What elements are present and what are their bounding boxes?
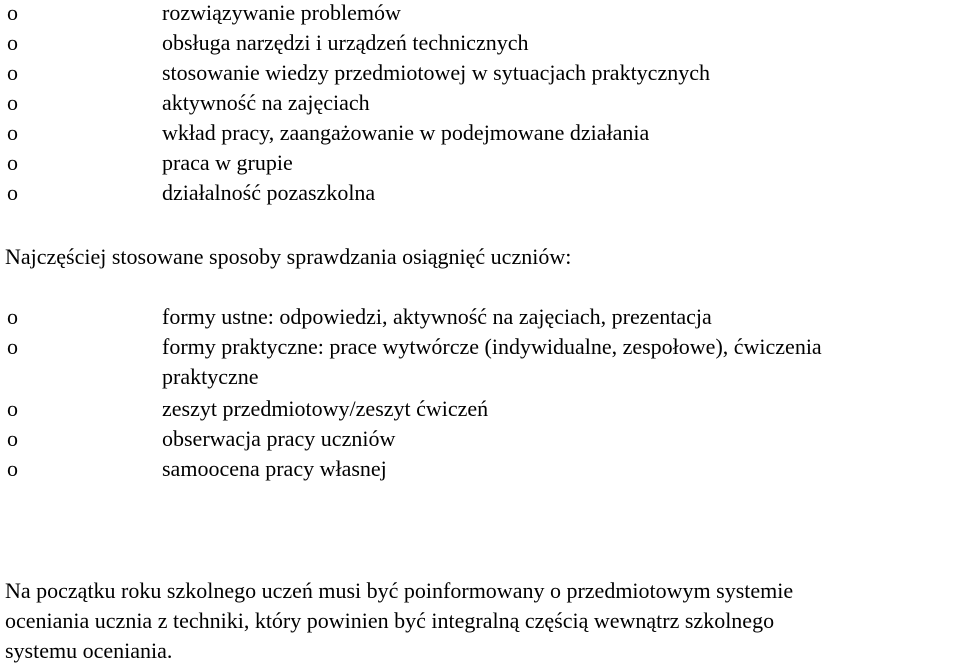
list-item-text: zeszyt przedmiotowy/zeszyt ćwiczeń: [162, 396, 489, 421]
bullet-icon: o: [7, 334, 18, 359]
list-item-text: praktyczne: [162, 364, 259, 389]
bullet-icon: o: [7, 304, 18, 329]
section-heading: Najczęściej stosowane sposoby sprawdzania osiągnięć uczniów:: [5, 244, 572, 269]
bullet-icon: o: [7, 90, 18, 115]
bullet-icon: o: [7, 30, 18, 55]
list-item-text: formy praktyczne: prace wytwórcze (indywidualne, zespołowe), ćwiczenia: [162, 334, 822, 359]
list-item-text: obserwacja pracy uczniów: [162, 426, 396, 451]
closing-paragraph-line: systemu oceniania.: [5, 638, 173, 663]
bullet-icon: o: [7, 60, 18, 85]
list-item-text: wkład pracy, zaangażowanie w podejmowane działania: [162, 120, 650, 145]
bullet-icon: o: [7, 396, 18, 421]
bullet-icon: o: [7, 426, 18, 451]
bullet-icon: o: [7, 120, 18, 145]
bullet-icon: o: [7, 180, 18, 205]
list-item-text: obsługa narzędzi i urządzeń technicznych: [162, 30, 529, 55]
list-item-text: działalność pozaszkolna: [162, 180, 376, 205]
bullet-icon: o: [7, 150, 18, 175]
bullet-icon: o: [7, 0, 18, 25]
closing-paragraph-line: oceniania ucznia z techniki, który powinien być integralną częścią wewnątrz szkolnego: [5, 608, 775, 633]
list-item-text: samoocena pracy własnej: [162, 456, 387, 481]
list-item-text: stosowanie wiedzy przedmiotowej w sytuacjach praktycznych: [162, 60, 710, 85]
closing-paragraph-line: Na początku roku szkolnego uczeń musi być poinformowany o przedmiotowym systemie: [5, 578, 794, 603]
list-item-text: praca w grupie: [162, 150, 293, 175]
list-item-text: formy ustne: odpowiedzi, aktywność na zajęciach, prezentacja: [162, 304, 712, 329]
bullet-icon: o: [7, 456, 18, 481]
list-item-text: aktywność na zajęciach: [162, 90, 370, 115]
list-item-text: rozwiązywanie problemów: [162, 0, 401, 25]
